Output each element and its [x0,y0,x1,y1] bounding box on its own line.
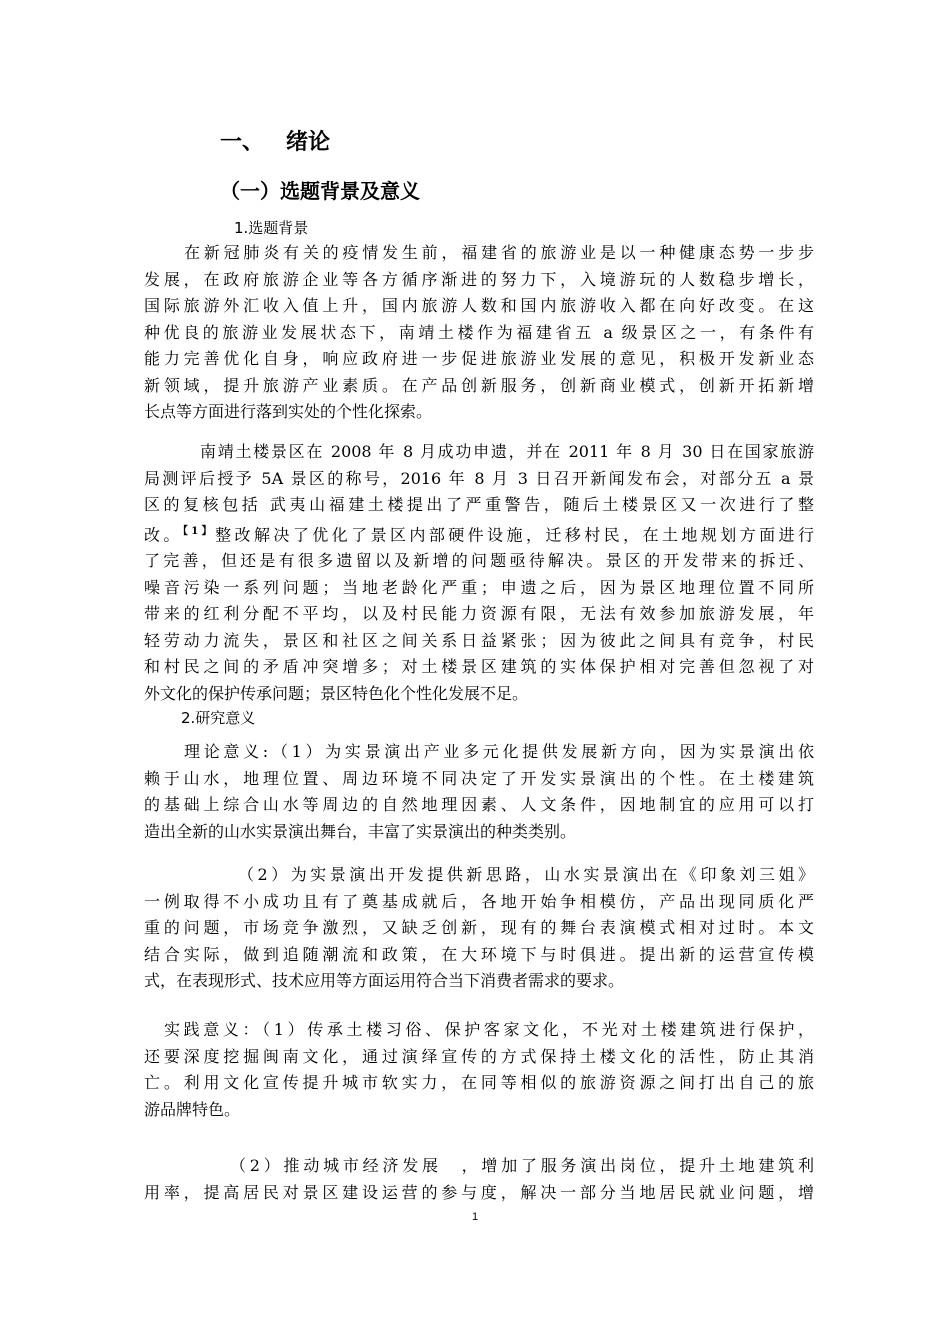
text-line: 的基础上综合山水等周边的自然地理因素、人文条件，因地制宜的应用可以打 [144,795,814,814]
text-line: 种优良的旅游业发展状态下，南靖土楼作为福建省五 a 级景区之一，有条件有 [144,322,814,342]
text-line: 重的问题，市场竞争激烈，又缺乏创新，现有的舞台表演模式相对过时。本文 [144,918,814,937]
text-segment: 改。 [144,524,183,544]
page-number: 1 [471,1211,479,1223]
section-heading: （一）选题背景及意义 [220,179,420,203]
text-line: 轻劳动力流失，景区和社区之间关系日益紧张；因为彼此之间具有竞争，村民 [144,630,814,650]
text-line: （2）推动城市经济发展 ，增加了服务演出岗位，提升土地建筑利 [230,1156,814,1175]
text-line: 还要深度挖掘闽南文化，通过演绎宣传的方式保持土楼文化的活性，防止其消 [144,1046,814,1066]
citation-reference: 【1】 [182,525,216,537]
text-line: 式，在表现形式、技术应用等方面运用符合当下消费者需求的要求。 [144,971,625,990]
text-line: 噪音污染一系列问题；当地老龄化严重；申遗之后，因为景区地理位置不同所 [144,577,814,597]
paragraph-background [144,240,814,426]
text-line: 赖于山水，地理位置、周边环境不同决定了开发实景演出的个性。在土楼建筑 [144,768,814,788]
paragraph-practice-significance [144,1017,814,1123]
subsection-heading-significance: 2.研究意义 [181,709,256,727]
paragraph-theory-significance [144,739,814,845]
text-line: 能力完善优化自身，响应政府进一步促进旅游业发展的意见，积极开发新业态 [144,349,814,368]
text-line: （2）为实景演出开发提供新思路，山水实景演出在《印象刘三姐》 [238,865,814,884]
paragraph-practice-significance-2 [144,1153,814,1206]
text-line: 结合实际，做到追随潮流和政策，在大环境下与时俱进。提出新的运营宣传模 [144,944,814,964]
text-line: 理论意义:（1）为实景演出产业多元化提供发展新方向，因为实景演出依 [184,742,814,761]
text-line-with-citation [144,519,814,549]
text-line: 实践意义：（1）传承土楼习俗、保护客家文化，不光对土楼建筑进行保护， [164,1020,814,1039]
text-line: 外文化的保护传承问题；景区特色化个性化发展不足。 [144,683,529,703]
text-line: 带来的红利分配不平均，以及村民能力资源有限，无法有效参加旅游发展，年 [144,604,814,624]
text-line: 南靖土楼景区在 2008 年 8 月成功申遗，并在 2011 年 8 月 30 日在国家旅游 [200,442,814,461]
text-line: 在新冠肺炎有关的疫情发生前，福建省的旅游业是以一种健康态势一步步 [184,243,814,262]
text-line: 用率，提高居民对景区建设运营的参与度，解决一部分当地居民就业问题，增 [144,1182,814,1202]
text-line: 长点等方面进行落到实处的个性化探索。 [144,402,433,421]
text-line: 了完善，但还是有很多遗留以及新增的问题亟待解决。景区的开发带来的拆迁、 [144,551,814,571]
paragraph-heritage [144,439,814,707]
text-line: 游品牌特色。 [144,1099,241,1119]
chapter-heading [220,128,330,158]
subsection-heading-background: 1.选题背景 [234,219,309,237]
chapter-number: 一、 [220,130,265,155]
text-line: 一例取得不小成功且有了奠基成就后，各地开始争相模仿，产品出现同质化严 [144,891,814,911]
text-line: 和村民之间的矛盾冲突增多；对土楼景区建筑的实体保护相对完善但忽视了对 [144,657,814,677]
text-line: 新领域，提升旅游产业素质。在产品创新服务，创新商业模式，创新开拓新增 [144,375,814,395]
text-line: 造出全新的山水实景演出舞台，丰富了实景演出的种类类别。 [144,821,577,841]
chapter-title: 绪论 [286,130,331,155]
text-line: 局测评后授予 5A 景区的称号，2016 年 8 月 3 日召开新闻发布会，对部分五 a 景 [144,468,814,488]
text-line: 亡。利用文化宣传提升城市软实力，在同等相似的旅游资源之间打出自己的旅 [144,1073,814,1092]
text-line: 国际旅游外汇收入值上升，国内旅游人数和国内旅游收入都在向好改变。在这 [144,296,814,315]
text-line: 发展，在政府旅游企业等各方循序渐进的努力下，入境游玩的人数稳步增长， [144,269,814,289]
text-line: 区的复核包括 武夷山福建土楼提出了严重警告，随后土楼景区又一次进行了整 [144,495,814,514]
paragraph-theory-significance-2 [144,862,814,995]
text-segment: 整改解决了优化了景区内部硬件设施，迁移村民，在土地规划方面进行 [215,524,814,544]
